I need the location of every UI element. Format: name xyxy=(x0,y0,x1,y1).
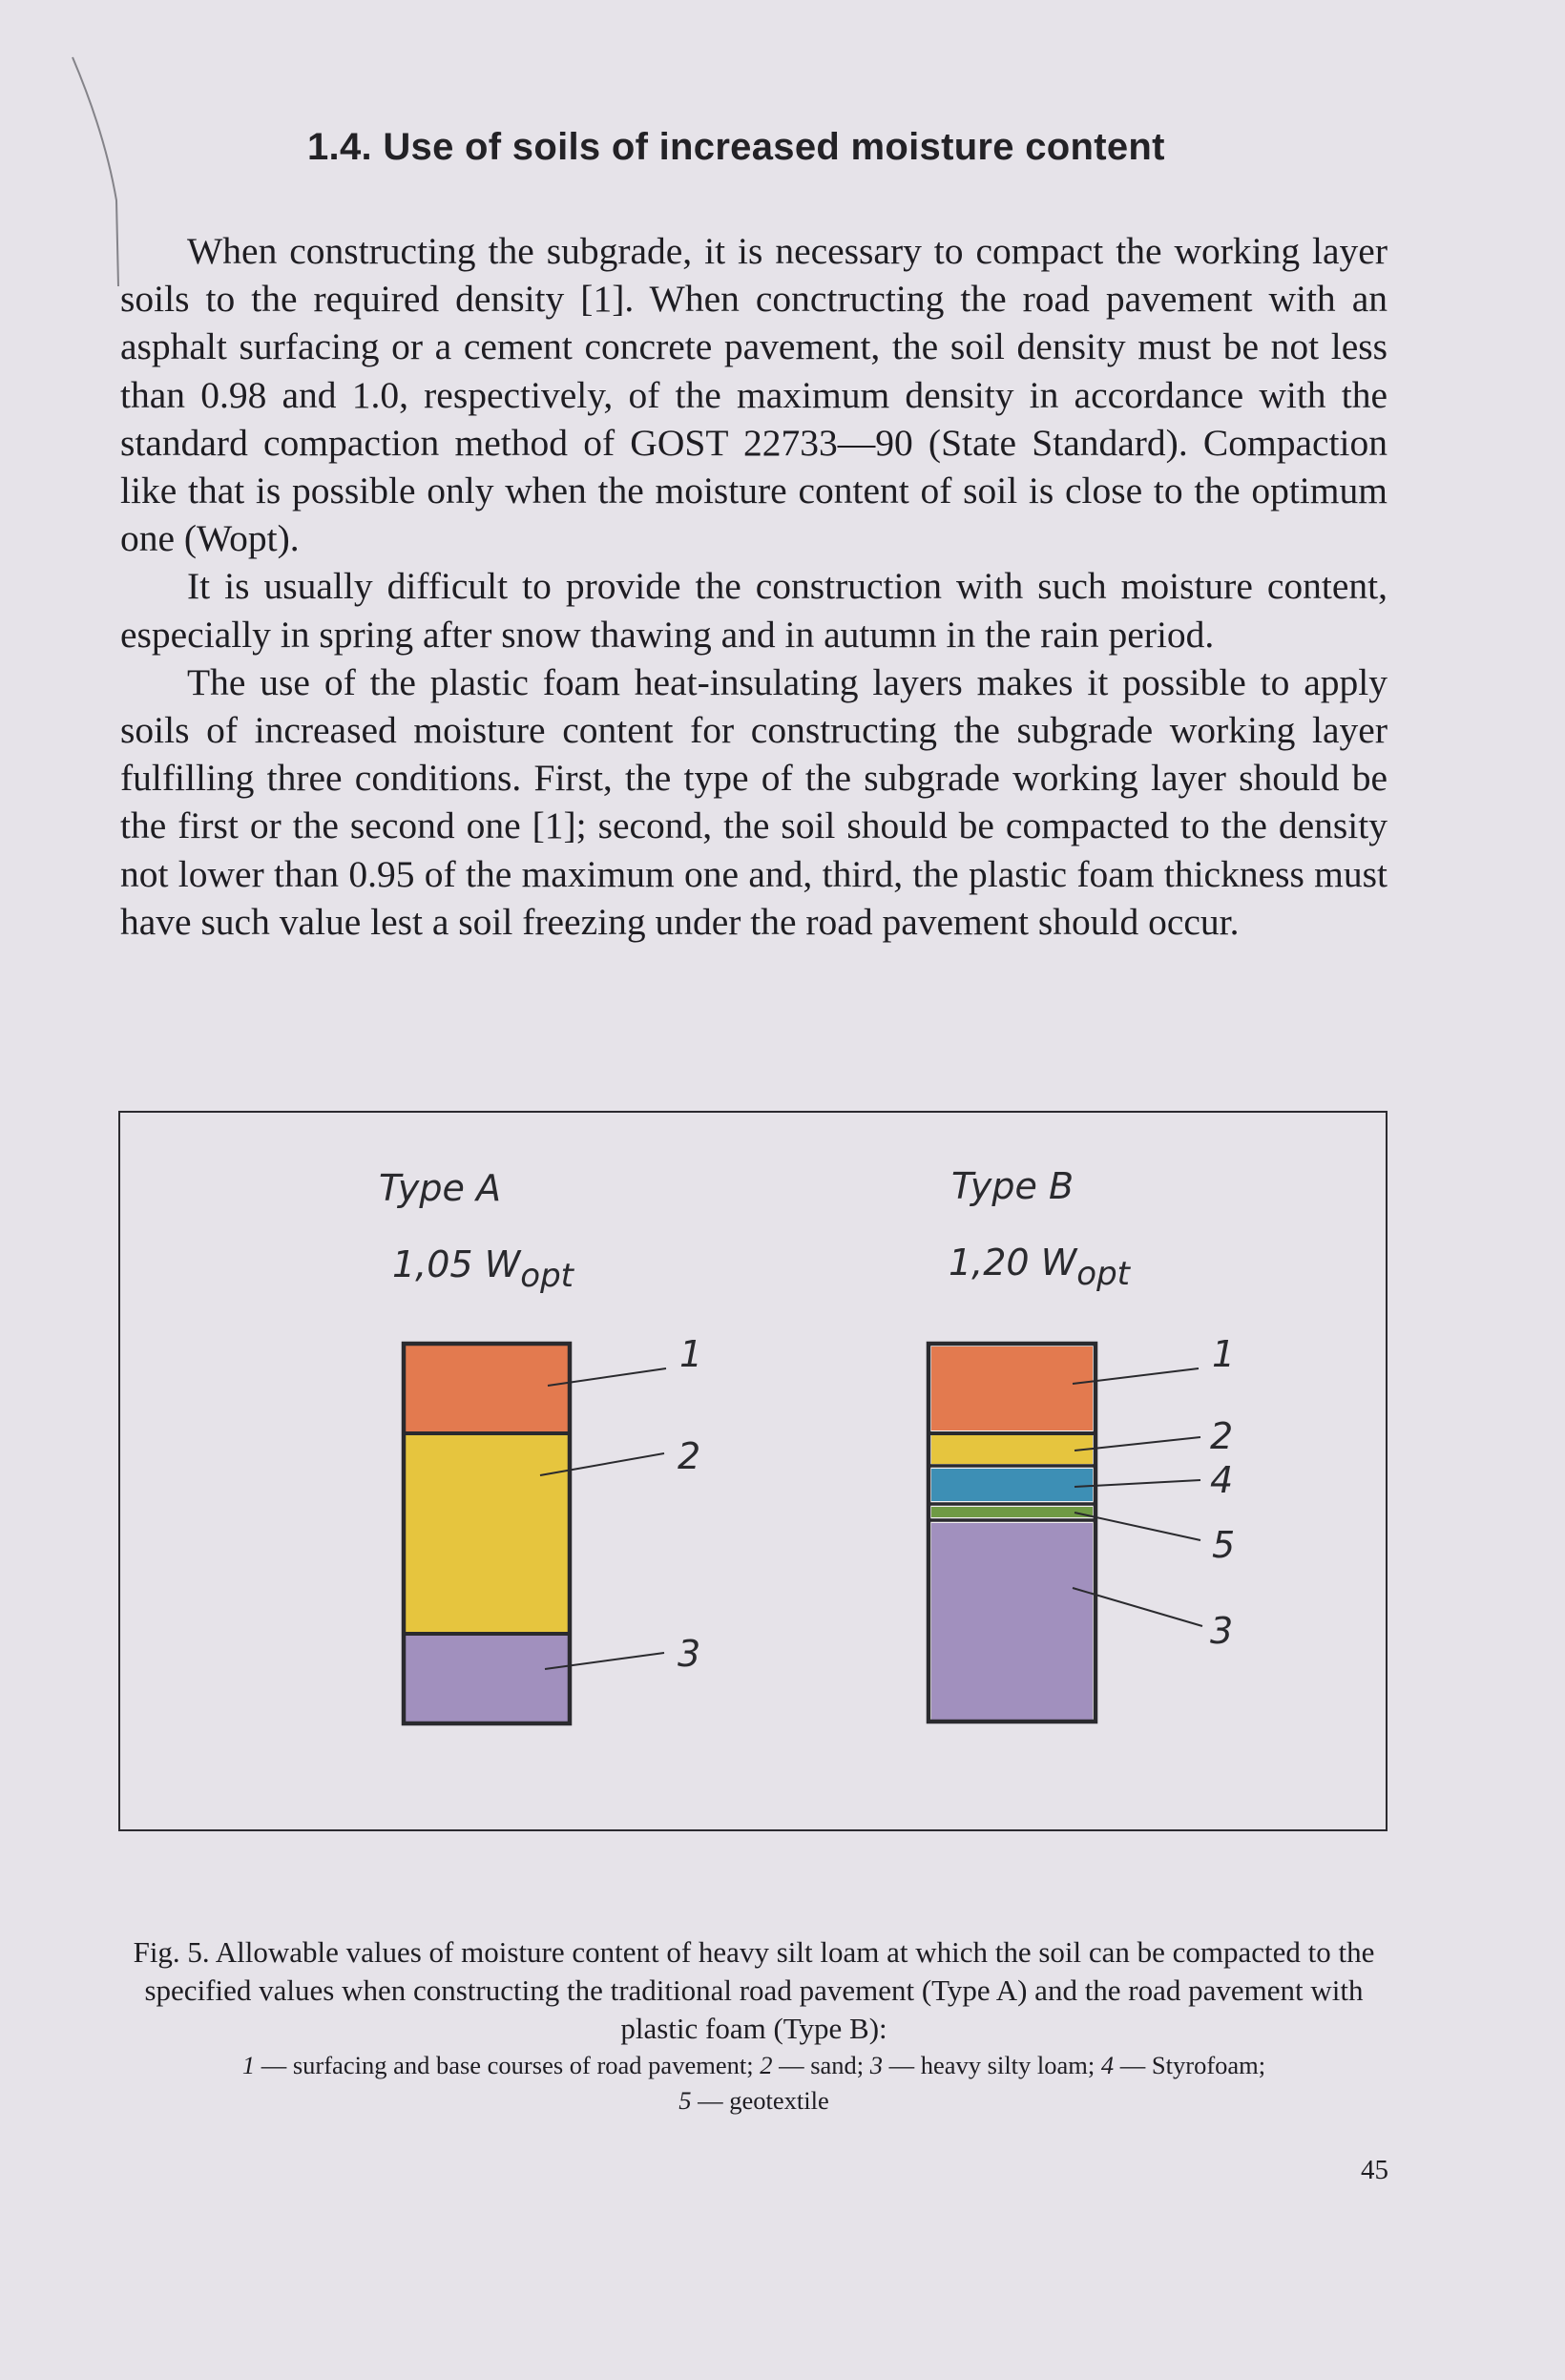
type-a-label-3: 3 xyxy=(678,1633,701,1675)
type-b-label-3: 3 xyxy=(1210,1610,1234,1652)
type-a-moisture-sub: opt xyxy=(520,1257,574,1295)
paragraph-3: The use of the plastic foam heat-insulating layers makes it possible to apply soils of increased moisture content for constructing the subgrade working layer fulfilling three conditions. First, the type of the subgrade working layer should be the first or the second one [1]; second, the soil should be compacted to the density not lower than 0.95 of the maximum one and, third, the plastic foam thickness must have such value lest a soil freezing under the road pavement should occur. xyxy=(120,660,1388,943)
type-b-label-2: 2 xyxy=(1210,1415,1234,1457)
soil-layer-diagram xyxy=(120,1113,1386,1829)
type-b-moisture xyxy=(949,1242,1132,1293)
legend-num-1: 1 xyxy=(241,2051,256,2079)
paragraph-1: When constructing the subgrade, it is necessary to compact the working layer soils to the required density [1]. When conctructing the road pavement with an asphalt surfacing or a cement concrete pavement, the soil density must be not less than 0.98 and 1.0, respectively, of the maximum density in accordance with the standard compaction method of GOST 22733—90 (State Standard). Compaction like that is possible only when the moisture content of soil is close to the optimum one (Wopt). xyxy=(120,230,1388,560)
body-text xyxy=(120,227,1388,946)
type-b-label-4: 4 xyxy=(1210,1459,1234,1501)
legend-text-4: — Styrofoam; xyxy=(1114,2051,1266,2079)
type-b-column xyxy=(927,1344,1097,1722)
type-b-layer-styrofoam xyxy=(931,1469,1093,1501)
type-a-layer-surfacing xyxy=(404,1344,570,1433)
type-b-layer-geotextile xyxy=(931,1507,1093,1517)
legend-num-4: 4 xyxy=(1100,2051,1115,2079)
legend-num-3: 3 xyxy=(869,2051,883,2079)
type-b-label-5: 5 xyxy=(1212,1524,1236,1566)
type-b-title: Type B xyxy=(950,1165,1075,1207)
figure-caption xyxy=(120,1933,1388,2119)
page-number: 45 xyxy=(1361,2155,1388,2185)
section-heading: 1.4. Use of soils of increased moisture content xyxy=(307,126,1165,168)
type-a-moisture-prefix: 1,05 W xyxy=(392,1243,521,1285)
legend-text-5: — geotextile xyxy=(691,2086,829,2115)
type-b-moisture-sub: opt xyxy=(1076,1255,1130,1293)
legend-num-5: 5 xyxy=(678,2086,692,2115)
type-b-layer-sand xyxy=(931,1435,1093,1464)
type-a-layer-silty-loam xyxy=(404,1634,570,1723)
type-a-label-1: 1 xyxy=(679,1333,703,1375)
legend-num-2: 2 xyxy=(760,2051,773,2079)
caption-legend xyxy=(120,2048,1388,2119)
type-a-title: Type A xyxy=(379,1167,501,1209)
paragraph-2: It is usually difficult to provide the construction with such moisture content, especially in spring after snow thawing and in autumn in the rain period. xyxy=(120,565,1388,656)
legend-text-2: — sand; xyxy=(772,2051,870,2079)
legend-text-3: — heavy silty loam; xyxy=(883,2051,1101,2079)
type-b-moisture-prefix: 1,20 W xyxy=(949,1242,1077,1284)
type-b-layer-silty-loam xyxy=(931,1523,1093,1720)
type-a-column xyxy=(402,1344,572,1723)
type-b-label-1: 1 xyxy=(1212,1333,1236,1375)
type-b-layer-surfacing xyxy=(931,1347,1093,1430)
legend-text-1: — surfacing and base courses of road pavement; xyxy=(255,2051,761,2079)
type-a-label-2: 2 xyxy=(678,1435,701,1477)
type-a-layer-sand xyxy=(404,1433,570,1634)
type-a-moisture xyxy=(392,1243,575,1295)
figure-frame xyxy=(118,1111,1388,1831)
caption-main: Fig. 5. Allowable values of moisture content of heavy silt loam at which the soil can be compacted to the specified values when constructing the traditional road pavement (Type A) and the road pavement with plastic foam (Type B): xyxy=(133,1935,1375,2045)
